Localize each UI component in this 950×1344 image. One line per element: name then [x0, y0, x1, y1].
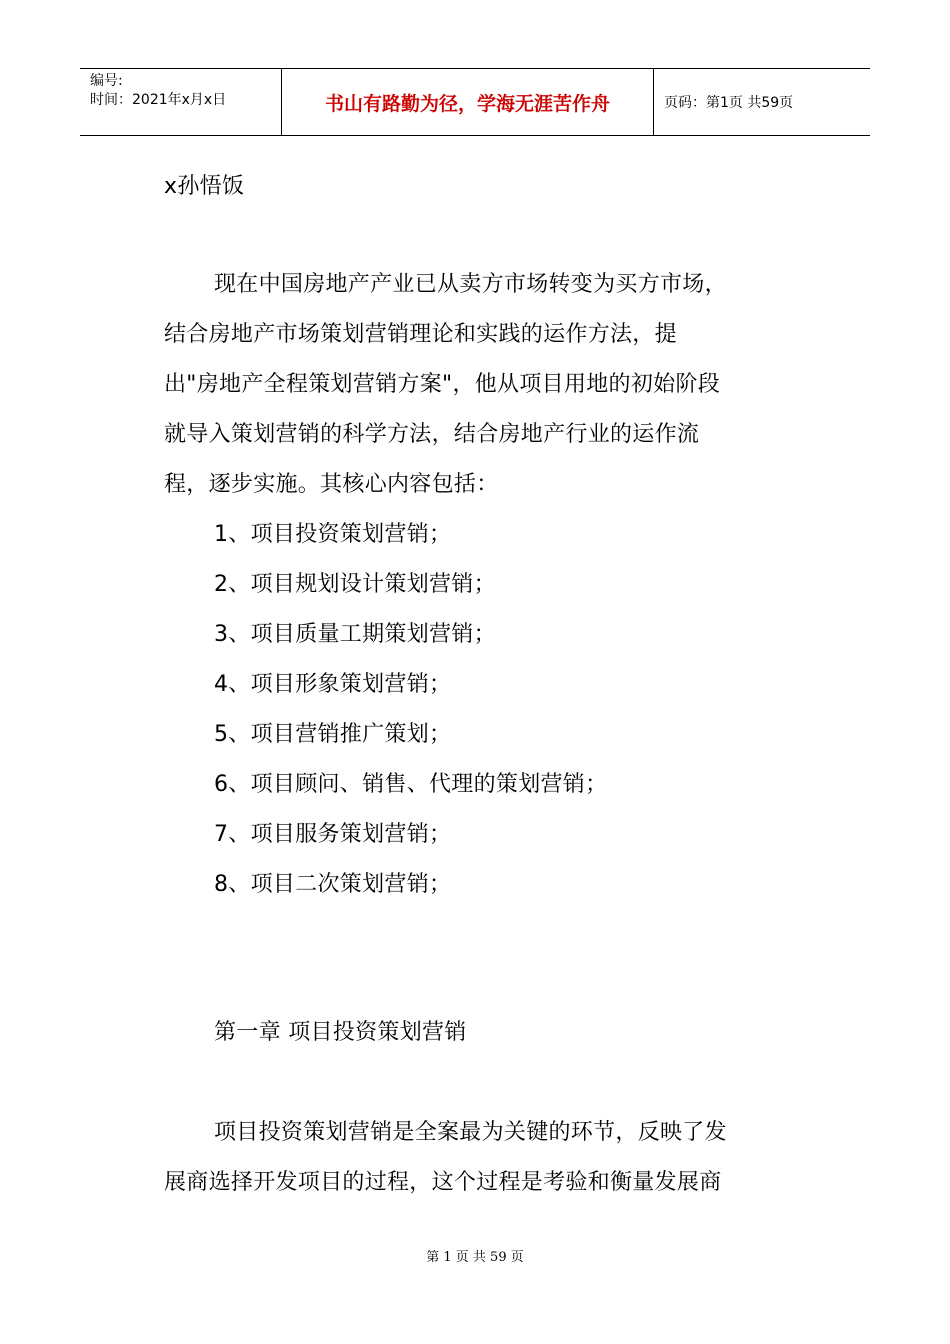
list-item: 6、项目顾问、销售、代理的策划营销； — [214, 772, 608, 797]
list-item: 3、项目质量工期策划营销； — [214, 622, 496, 647]
document-header — [80, 68, 870, 136]
paragraph-line: 现在中国房地产产业已从卖方市场转变为买方市场， — [214, 272, 727, 297]
number-label: 编号: — [90, 73, 123, 89]
paragraph-line: 展商选择开发项目的过程，这个过程是考验和衡量发展商 — [164, 1170, 722, 1195]
page-footer: 第 1 页 共 59 页 — [426, 1250, 524, 1265]
header-page-cell — [654, 69, 870, 135]
header-motto-cell — [282, 69, 654, 135]
author-line: x孙悟饭 — [164, 174, 245, 199]
paragraph-line: 出"房地产全程策划营销方案"，他从项目用地的初始阶段 — [164, 372, 721, 397]
page-info: 页码：第1页 共59页 — [664, 95, 794, 111]
paragraph-line: 程，逐步实施。其核心内容包括： — [164, 472, 499, 497]
paragraph-line: 结合房地产市场策划营销理论和实践的运作方法，提 — [164, 322, 677, 347]
list-item: 4、项目形象策划营销； — [214, 672, 452, 697]
motto: 书山有路勤为径，学海无涯苦作舟 — [324, 92, 610, 115]
time-label: 时间：2021年x月x日 — [90, 92, 227, 108]
paragraph-line: 项目投资策划营销是全案最为关键的环节，反映了发 — [214, 1120, 727, 1145]
chapter-title: 第一章 项目投资策划营销 — [214, 1020, 467, 1045]
list-item: 5、项目营销推广策划； — [214, 722, 452, 747]
list-item: 1、项目投资策划营销； — [214, 522, 452, 547]
list-item: 7、项目服务策划营销； — [214, 822, 452, 847]
list-item: 2、项目规划设计策划营销； — [214, 572, 496, 597]
list-item: 8、项目二次策划营销； — [214, 872, 452, 897]
header-meta-cell — [80, 69, 282, 135]
paragraph-line: 就导入策划营销的科学方法，结合房地产行业的运作流 — [164, 422, 700, 447]
